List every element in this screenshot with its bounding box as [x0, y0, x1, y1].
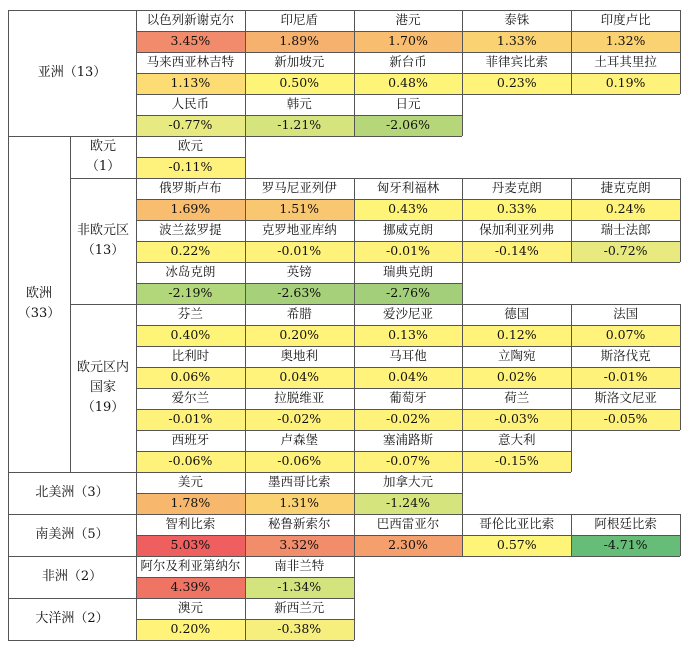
grid-line	[136, 346, 680, 347]
region-count: （5）	[74, 526, 109, 542]
grid-line	[8, 136, 9, 472]
change-value: -0.11%	[168, 159, 213, 175]
region-name: 非洲	[41, 568, 68, 584]
change-value: -0.06%	[277, 453, 322, 469]
currency-name: 澳元	[177, 600, 203, 616]
currency-name: 斯洛文尼亚	[594, 390, 657, 406]
region-name: 欧洲	[25, 285, 52, 301]
grid-line	[136, 304, 680, 305]
subregion-label-line: 欧元区内	[76, 359, 129, 375]
grid-line	[136, 52, 680, 53]
region-name: 亚洲	[37, 64, 64, 80]
currency-name: 希腊	[286, 306, 312, 322]
change-value: 0.33%	[496, 201, 537, 217]
grid-line	[8, 472, 9, 514]
change-value: 0.43%	[388, 201, 428, 217]
currency-name: 哥伦比亚比索	[479, 516, 555, 532]
grid-line	[680, 10, 681, 52]
currency-name: 法国	[613, 306, 639, 322]
change-value: -0.72%	[603, 243, 648, 259]
grid-line	[136, 514, 680, 515]
currency-name: 秘鲁新索尔	[267, 516, 331, 532]
subregion-label-line: （13）	[81, 243, 125, 258]
currency-name: 比利时	[171, 348, 210, 364]
change-value: 0.07%	[605, 327, 646, 343]
region-name: 大洋洲	[35, 610, 75, 626]
currency-name: 马来西亚林吉特	[146, 54, 235, 70]
currency-name: 阿尔及利亚第纳尔	[140, 558, 241, 574]
change-value: -0.02%	[277, 411, 322, 427]
currency-name: 新台币	[389, 54, 427, 70]
grid-line	[680, 304, 681, 346]
grid-line	[354, 598, 355, 640]
change-value: -0.38%	[277, 621, 322, 637]
grid-line	[70, 136, 71, 472]
change-value: -0.01%	[277, 243, 322, 259]
region-count: （3）	[74, 484, 109, 500]
currency-name: 奥地利	[280, 348, 318, 364]
currency-name: 新西兰元	[274, 600, 325, 616]
grid-line	[8, 556, 136, 557]
change-value: -0.01%	[168, 411, 213, 427]
currency-name: 菲律宾比索	[485, 54, 549, 70]
change-value: 0.22%	[170, 243, 211, 259]
change-value: -0.15%	[494, 453, 539, 469]
currency-name: 冰岛克朗	[165, 264, 216, 280]
change-value: 1.31%	[279, 495, 320, 511]
change-value: 0.23%	[496, 75, 537, 91]
grid-line	[462, 262, 463, 304]
change-value: -0.77%	[168, 117, 213, 133]
change-value: -2.76%	[386, 285, 430, 301]
grid-line	[136, 598, 354, 599]
currency-name: 荷兰	[504, 390, 530, 406]
subregion-label-line: （19）	[81, 400, 125, 416]
currency-name: 英镑	[286, 264, 312, 280]
region-count: （2）	[67, 568, 103, 584]
subregion-label-line: 欧元	[89, 138, 116, 154]
change-value: -0.06%	[168, 453, 213, 469]
grid-line	[8, 514, 136, 515]
currency-name: 芬兰	[177, 306, 203, 322]
grid-line	[136, 430, 571, 431]
change-value: 1.13%	[170, 75, 211, 91]
change-value: -0.07%	[386, 453, 430, 469]
change-value: 0.50%	[279, 75, 320, 91]
currency-name: 日元	[395, 96, 421, 112]
currency-name: 巴西雷亚尔	[376, 516, 440, 532]
grid-line	[136, 178, 680, 179]
grid-line	[136, 94, 462, 95]
currency-name: 葡萄牙	[389, 390, 427, 406]
currency-name: 印尼盾	[280, 12, 318, 28]
region-label	[8, 514, 136, 556]
change-value: -0.03%	[494, 411, 539, 427]
change-value: 0.04%	[388, 369, 428, 385]
currency-name: 土耳其里拉	[594, 54, 657, 70]
grid-line	[8, 514, 9, 556]
currency-name: 卢森堡	[280, 432, 318, 448]
change-value: 3.45%	[170, 33, 211, 49]
currency-name: 爱尔兰	[171, 390, 210, 406]
region-name: 南美洲	[35, 526, 75, 542]
currency-name: 德国	[504, 306, 530, 322]
change-value: 0.48%	[388, 75, 428, 91]
grid-line	[462, 472, 463, 514]
currency-name: 新加坡元	[274, 54, 325, 70]
currency-name: 匈牙利福林	[376, 180, 440, 196]
grid-line	[680, 346, 681, 388]
grid-line	[680, 388, 681, 430]
grid-line	[680, 52, 681, 94]
grid-line	[8, 640, 136, 641]
grid-line	[245, 136, 246, 178]
currency-name: 俄罗斯卢布	[159, 180, 222, 196]
change-value: 1.70%	[388, 33, 428, 49]
region-label	[8, 136, 70, 472]
grid-line	[354, 556, 355, 598]
currency-name: 保加利亚列弗	[479, 222, 555, 238]
change-value: -1.34%	[277, 579, 322, 595]
grid-line	[136, 220, 680, 221]
currency-name: 墨西哥比索	[267, 474, 331, 490]
grid-line	[70, 178, 136, 179]
grid-line	[8, 598, 136, 599]
change-value: 5.03%	[170, 537, 211, 553]
currency-name: 立陶宛	[498, 348, 536, 364]
grid-line	[136, 388, 680, 389]
grid-line	[571, 430, 572, 472]
change-value: 0.20%	[170, 621, 211, 637]
grid-line	[680, 220, 681, 262]
change-value: 1.32%	[605, 33, 646, 49]
region-label	[8, 556, 136, 598]
currency-name: 挪威克朗	[382, 222, 433, 238]
currency-name: 丹麦克朗	[491, 180, 542, 196]
change-value: 0.13%	[388, 327, 428, 343]
grid-line	[136, 472, 462, 473]
change-value: 0.20%	[279, 327, 320, 343]
currency-name: 智利比索	[165, 516, 216, 532]
change-value: -1.24%	[386, 495, 430, 511]
grid-line	[70, 304, 136, 305]
change-value: 1.33%	[496, 33, 537, 49]
currency-name: 南非兰特	[274, 558, 325, 574]
currency-name: 欧元	[177, 138, 203, 154]
grid-line	[136, 136, 245, 137]
change-value: 0.02%	[496, 369, 537, 385]
currency-name: 捷克克朗	[600, 180, 651, 196]
subregion-label-line: 国家	[89, 379, 116, 395]
subregion-label	[70, 304, 136, 472]
grid-line	[136, 556, 354, 557]
currency-name: 泰铢	[504, 12, 530, 28]
currency-name: 加拿大元	[382, 474, 433, 490]
change-value: 0.04%	[279, 369, 320, 385]
currency-name: 斯洛伐克	[600, 348, 651, 364]
currency-name: 以色列新谢克尔	[146, 12, 235, 28]
currency-name: 拉脱维亚	[274, 390, 325, 406]
grid-line	[136, 262, 462, 263]
currency-name: 意大利	[498, 432, 536, 448]
region-label	[8, 10, 136, 136]
region-count: （13）	[63, 64, 107, 80]
currency-name: 阿根廷比索	[594, 516, 657, 532]
currency-name: 瑞士法郎	[600, 222, 651, 238]
currency-name: 波兰兹罗提	[159, 222, 222, 238]
grid-line	[8, 10, 9, 136]
change-value: -0.02%	[386, 411, 430, 427]
change-value: 0.24%	[605, 201, 646, 217]
subregion-label-line: 非欧元区	[76, 222, 129, 238]
currency-change-table	[8, 10, 690, 648]
currency-name: 美元	[177, 474, 203, 490]
grid-line	[8, 10, 136, 11]
change-value: 0.12%	[496, 327, 537, 343]
grid-line	[8, 598, 9, 640]
currency-name: 人民币	[171, 96, 210, 112]
change-value: 0.57%	[496, 537, 537, 553]
grid-line	[462, 94, 463, 136]
change-value: 1.69%	[170, 201, 211, 217]
grid-line	[680, 178, 681, 220]
currency-name: 克罗地亚库纳	[261, 222, 337, 238]
change-value: -2.63%	[277, 285, 322, 301]
change-value: 0.40%	[170, 327, 211, 343]
currency-name: 印度卢比	[600, 12, 651, 28]
grid-line	[136, 640, 354, 641]
subregion-label	[70, 136, 136, 178]
region-name: 北美洲	[35, 484, 75, 500]
currency-name: 港元	[395, 12, 421, 28]
change-value: -0.05%	[603, 411, 648, 427]
change-value: 1.89%	[279, 33, 320, 49]
grid-line	[8, 472, 136, 473]
change-value: -2.19%	[168, 285, 213, 301]
change-value: 1.51%	[279, 201, 320, 217]
currency-name: 罗马尼亚列伊	[261, 180, 337, 196]
change-value: 3.32%	[279, 537, 320, 553]
subregion-label	[70, 178, 136, 304]
grid-line	[136, 10, 680, 11]
change-value: 0.06%	[170, 369, 211, 385]
currency-name: 韩元	[286, 96, 312, 112]
change-value: 4.39%	[170, 579, 211, 595]
change-value: -0.01%	[386, 243, 430, 259]
change-value: 1.78%	[170, 495, 211, 511]
currency-name: 塞浦路斯	[382, 432, 433, 448]
change-value: 0.19%	[605, 75, 646, 91]
change-value: -1.21%	[277, 117, 322, 133]
currency-name: 爱沙尼亚	[382, 306, 433, 322]
currency-name: 马耳他	[389, 348, 427, 364]
grid-line	[8, 556, 9, 598]
change-value: 2.30%	[388, 537, 428, 553]
change-value: -4.71%	[603, 537, 648, 553]
region-label	[8, 472, 136, 514]
subregion-label-line: （1）	[85, 159, 121, 174]
change-value: -0.14%	[494, 243, 539, 259]
region-count: （2）	[74, 610, 109, 626]
grid-line	[8, 136, 136, 137]
currency-name: 瑞典克朗	[382, 264, 433, 280]
change-value: -0.01%	[603, 369, 648, 385]
currency-name: 西班牙	[171, 432, 210, 448]
region-label	[8, 598, 136, 640]
grid-line	[680, 514, 681, 556]
change-value: -2.06%	[386, 117, 430, 133]
region-count: （33）	[17, 306, 61, 321]
